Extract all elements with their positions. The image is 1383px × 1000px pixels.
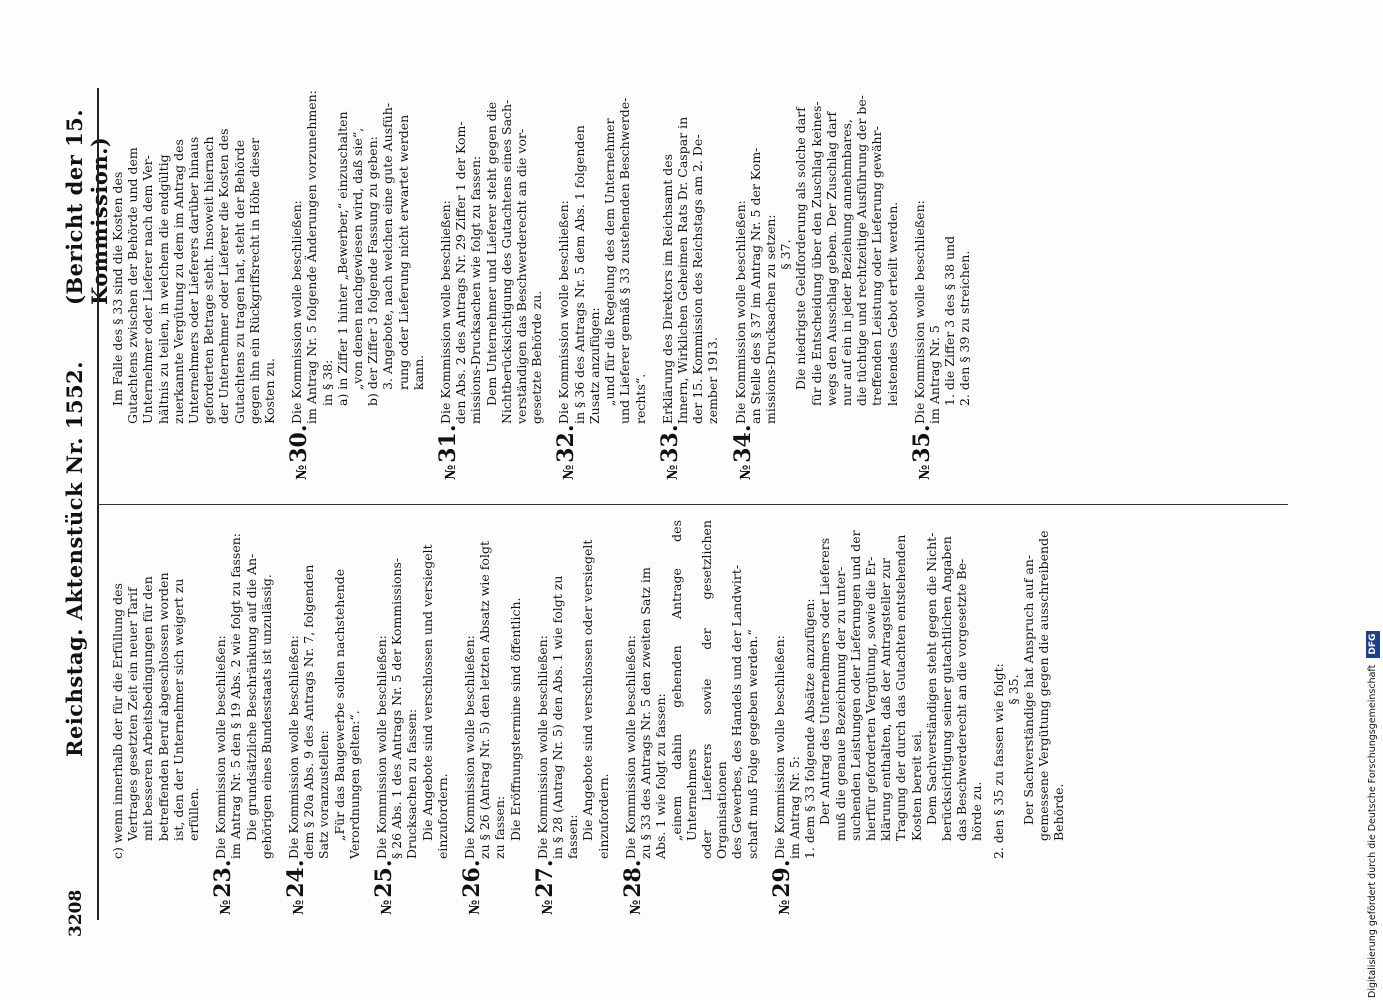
- motion-number: №27.: [531, 859, 558, 915]
- motion-29: №29. Die Kommission wolle beschließen: im Antrag Nr. 5: 1. dem § 33 folgende Absätze anzufügen: Der Antrag des Unternehmers oder Lieferers muß die genaue Bezeichnung der zu unter- suchenden Leistungen oder Lieferungen und der hierfür geforderten Vergütung, sowie die Er- klärung enthalten, daß der Antragsteller zur Tragung der durch das Gutachten entstehenden Kosten bereit sei. Dem Sachverständigen steht gegen die Nicht- berücksichtigung seiner gutachtlichen Angaben das Beschwerderecht an die vorgesetzte Be- hörde zu. 2. den § 35 zu fassen wie folgt: § 35. Der Sachverständige hat Anspruch auf an- gemessene Vergütung gegen die ausschreibende Behörde.: [768, 530, 1067, 915]
- motion-33: №33. Erklärung des Direktors im Reichsamt des Innern, Wirklichen Geheimen Rats Dr. Caspar in der 15. Kommission des Reichstags am 2. De- zember 1913.: [656, 116, 721, 480]
- running-title: Reichstag. Aktenstück Nr. 1552.: [62, 360, 87, 757]
- motion-24: №24. Die Kommission wolle beschließen: dem § 20a Abs. 9 des Antrags Nr. 7, folgenden Satz voranzustellen: „Für das Baugewerbe sollen nachstehende Verordnungen gelten:“.: [283, 564, 362, 915]
- motion-28: №28. Die Kommission wolle beschließen: zu § 33 des Antrags Nr. 5 den zweiten Satz im Abs. 1 wie folgt zu fassen: „einem dahin gehenden Antrage des Unternehmers oder Lieferers sowie der gesetzlichen Organisationen des Gewerbes, des Handels und der Landwirt- schaft muß Folge gegeben werden.“: [619, 520, 760, 915]
- cost-paragraph: Im Falle des § 33 sind die Kosten des Gutachtens zwischen der Behörde und dem Unternehmer oder Lieferer nach dem Ver- hältnis zu teilen, in welchem die endgültig zuerkannte Vergütung zu dem im Antrag des Unternehmers oder Lieferers darüber hinaus geforderten Betrage steht. Insoweit hiernach der Unternehmer oder Lieferer die Kosten des Gutachtens zu tragen hat, steht der Behörde gegen ihn ein Rückgriffsrecht in Höhe dieser Kosten zu.: [110, 128, 278, 424]
- motion-31: №31. Die Kommission wolle beschließen: den Abs. 2 des Antrags Nr. 29 Ziffer 1 der Kom- missions-Drucksachen wie folgt zu fassen: Dem Unternehmer und Lieferer steht gegen die Nichtberücksichtigung des Gutachtens eines Sach- verständigen das Beschwerderecht an die vor- gesetzte Behörde zu.: [435, 99, 545, 480]
- digitization-credit: [1366, 8, 1380, 998]
- motion-27: №27. Die Kommission wolle beschließen: in § 28 (Antrag Nr. 5) den Abs. 1 wie folgt zu fassen: Die Angebote sind verschlossen oder versiegelt einzufordern.: [531, 539, 611, 915]
- motion-26: №26. Die Kommission wolle beschließen: zu § 26 (Antrag Nr. 5) den letzten Absatz wie folgt zu fassen: Die Eröffnungstermine sind öffentlich.: [459, 541, 523, 915]
- motion-23: №23. Die Kommission wolle beschließen: im Antrag Nr. 5 den § 19 Abs. 2 wie folgt zu fassen: Die grundsätzliche Beschränkung auf die An- gehörigen eines Bundesstaats ist unzulässig.: [210, 533, 274, 915]
- page-number: 3208: [66, 889, 86, 937]
- item-c-clause: c) wenn innerhalb der für die Erfüllung des Vertrages gesetzten Zeit ein neuer Tarif mit besseren Arbeitsbedingungen für den betreffenden Beruf abgeschlossen worden ist, den der Unternehmer sich weigert zu erfüllen.: [110, 572, 202, 859]
- motion-number: №32.: [553, 424, 580, 480]
- page-header: [58, 65, 112, 945]
- motion-number: №25.: [371, 859, 398, 915]
- column-divider: [98, 504, 1288, 505]
- dfg-logo: DFG: [1366, 631, 1380, 658]
- motion-number: №29.: [768, 859, 795, 915]
- motion-34: №34. Die Kommission wolle beschließen: an Stelle des § 37 im Antrag Nr. 5 der Kom- missions-Drucksachen zu setzen: § 37. Die niedrigste Geldforderung als solche darf für die Entscheidung über den Zuschlag keines- wegs den Ausschlag geben. Der Zuschlag darf nur auf ein in jeder Beziehung annehmbares, die tüchtige und rechtzeitige Ausführung der be- treffenden Leistung oder Lieferung gewähr- leistendes Gebot erteilt werden.: [729, 94, 900, 480]
- right-column: [110, 85, 985, 480]
- motion-30: №30. Die Kommission wolle beschließen: im Antrag Nr. 5 folgende Änderungen vorzunehmen: in § 38: a) in Ziffer 1 hinter „Bewerber,“ einzuschalten „von denen nachgewiesen wird, daß sie“, b) der Ziffer 3 folgende Fassung zu geben: 3. Angebote, nach welchen eine gute Ausfüh- rung oder Lieferung nicht erwartet werden kann.: [286, 90, 426, 480]
- motion-35: №35. Die Kommission wolle beschließen: im Antrag Nr. 5 1. die Ziffer 3 des § 38 und 2. den § 39 zu streichen.: [908, 200, 973, 480]
- motion-number: №35.: [908, 424, 935, 480]
- motion-number: №28.: [619, 859, 646, 915]
- motion-25: №25. Die Kommission wolle beschließen: § 26 Abs. 1 des Antrags Nr. 5 der Kommissions- Drucksachen zu fassen: Die Angebote sind verschlossen und versiegelt einzufordern.: [371, 544, 450, 915]
- motion-number: №26.: [459, 859, 486, 915]
- motion-number: №33.: [656, 424, 683, 480]
- left-column: [110, 520, 1079, 915]
- motion-number: №34.: [729, 424, 756, 480]
- motion-number: №24.: [283, 859, 310, 915]
- motion-number: №30.: [286, 424, 313, 480]
- motion-number: №23.: [210, 859, 237, 915]
- motion-number: №31.: [435, 424, 462, 480]
- credit-text: Digitalisierung gefördert durch die Deutsche Forschungsgemeinschaft: [1367, 664, 1378, 998]
- motion-32: №32. Die Kommission wolle beschließen: in § 36 des Antrags Nr. 5 dem Abs. 1 folgenden Zusatz anzufügen: „und für die Regelung des dem Unternehmer und Lieferer gemäß § 33 zustehenden Beschwerde- rechts“.: [553, 97, 648, 480]
- report-title: (Bericht der 15. Kommission.): [62, 108, 112, 305]
